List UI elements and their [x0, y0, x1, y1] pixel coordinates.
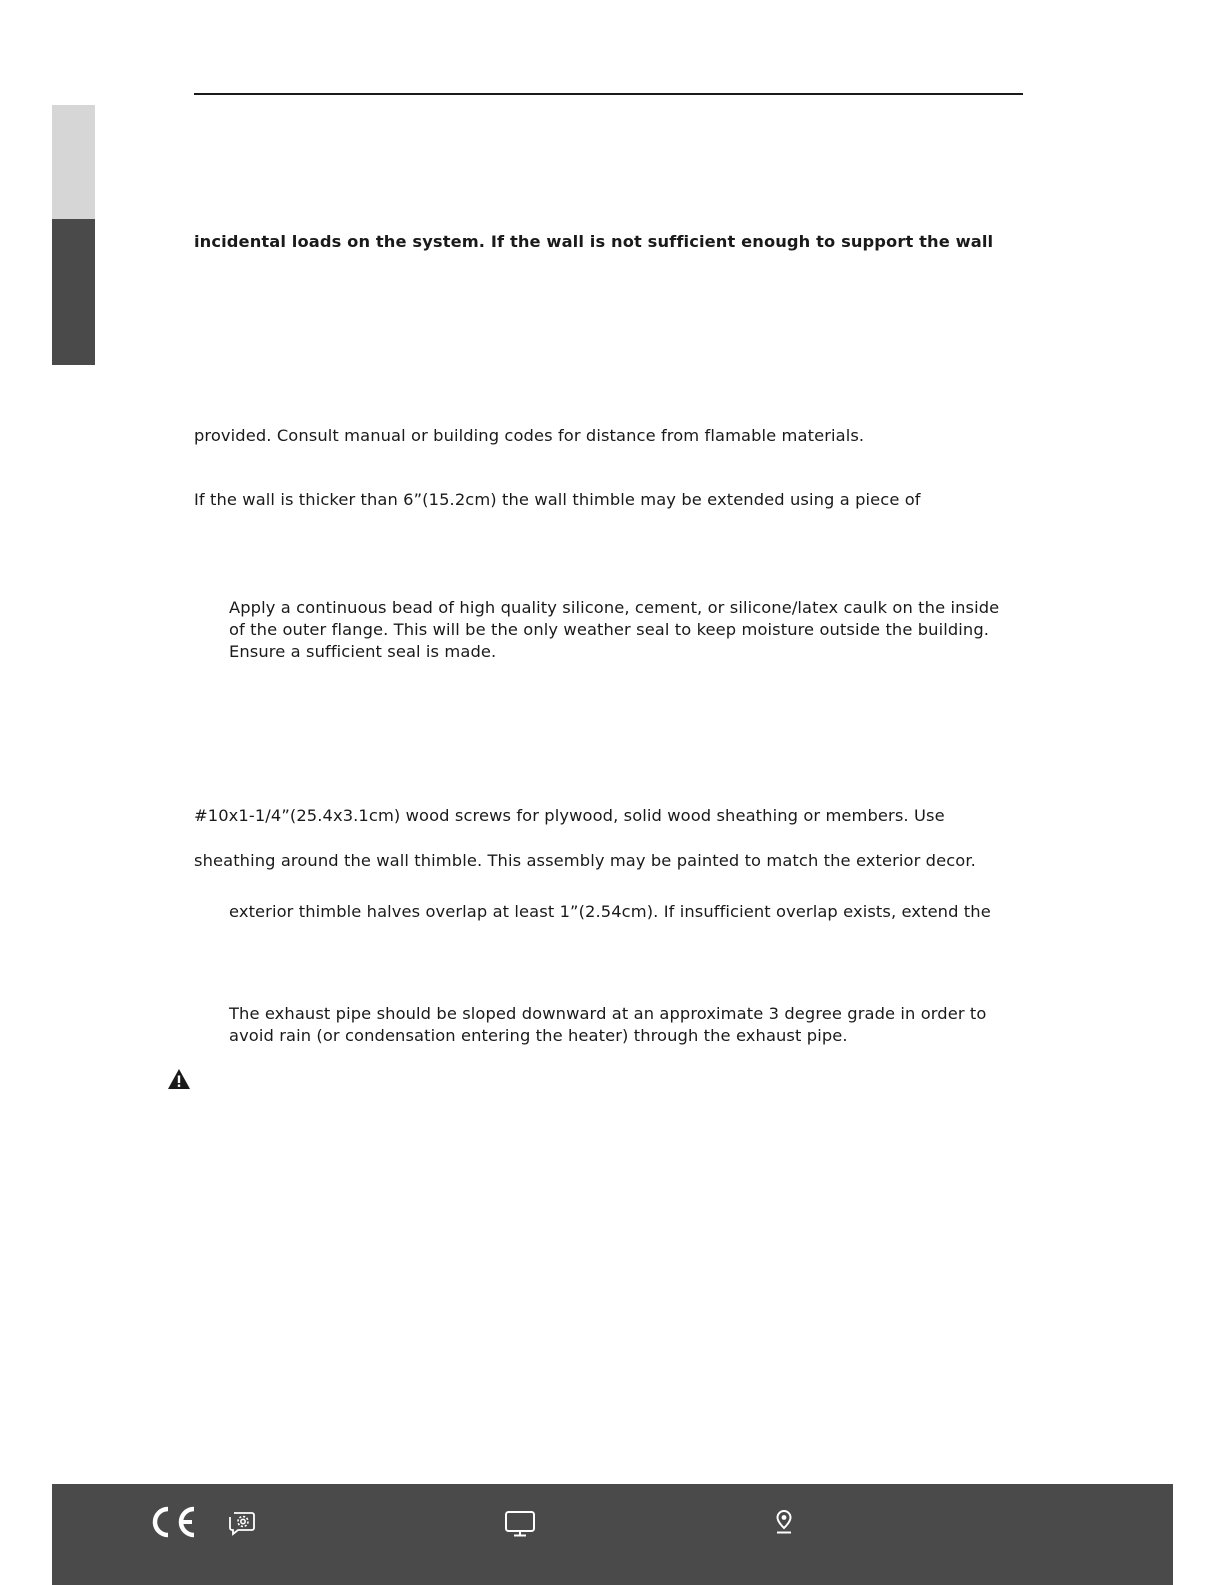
- text-line-sheathing: sheathing around the wall thimble. This assembly may be painted to match the exterior decor.: [194, 851, 976, 870]
- section-tab-inactive: [52, 105, 95, 219]
- text-line-wall-thickness: If the wall is thicker than 6”(15.2cm) the wall thimble may be extended using a piece of: [194, 490, 921, 509]
- monitor-icon: [504, 1510, 536, 1538]
- exhaust-slope-paragraph: The exhaust pipe should be sloped downward at an approximate 3 degree grade in order to avoid rain (or condensation entering the heater) through the exhaust pipe.: [229, 1004, 987, 1045]
- text-line-clearance: provided. Consult manual or building codes for distance from flamable materials.: [194, 426, 865, 445]
- footer-bar: [52, 1484, 1173, 1585]
- ce-mark-icon: [149, 1504, 197, 1540]
- text-line-thimble-overlap: exterior thimble halves overlap at least 1”(2.54cm). If insufficient overlap exists, extend the: [229, 902, 991, 921]
- text-line-incidental-loads: incidental loads on the system. If the wall is not sufficient enough to support the wall: [194, 232, 994, 251]
- settings-chat-icon: [228, 1509, 256, 1537]
- warning-triangle-icon: [167, 1068, 191, 1090]
- section-tab-active: [52, 219, 95, 365]
- caulk-instruction-paragraph: Apply a continuous bead of high quality silicone, cement, or silicone/latex caulk on the inside of the outer flange. This will be the only weather seal to keep moisture outside the building. Ensure a sufficient seal is made.: [229, 598, 1000, 661]
- header-divider: [194, 93, 1023, 95]
- location-pin-icon: [775, 1509, 793, 1535]
- text-line-wood-screws: #10x1-1/4”(25.4x3.1cm) wood screws for plywood, solid wood sheathing or members. Use: [194, 806, 945, 825]
